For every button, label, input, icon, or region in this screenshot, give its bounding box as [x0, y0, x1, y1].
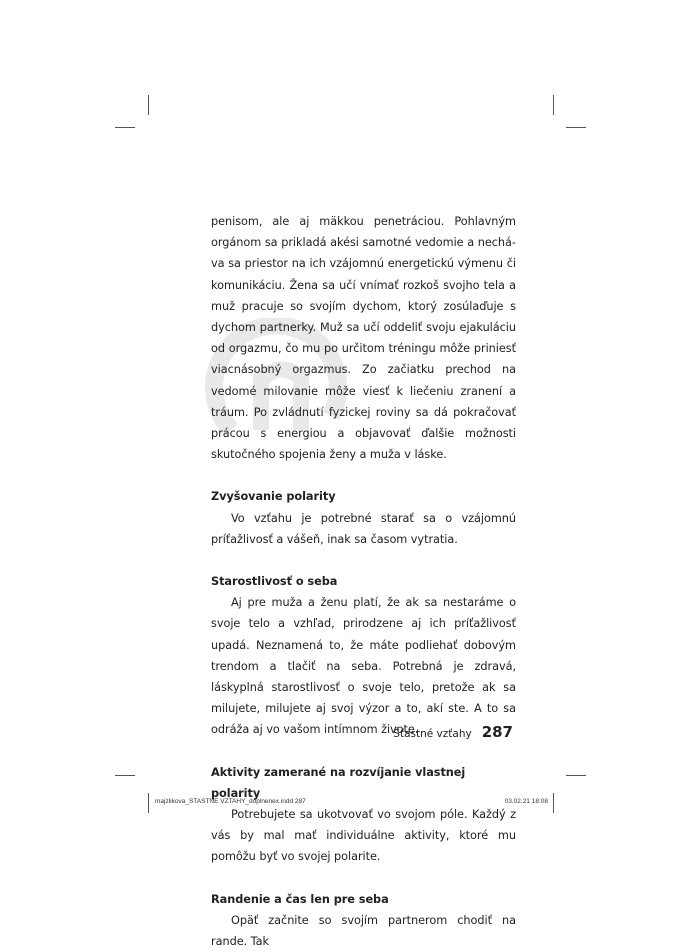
- paragraph-randenie: Opäť začnite so svojím partnerom chodiť na rande. Tak: [211, 913, 516, 949]
- crop-mark-bottom-right-vertical: [553, 793, 554, 813]
- paragraph-starostlivost-o-seba: Aj pre muža a ženu platí, že ak sa nestaráme o svoje telo a vzhľad, prirodzene aj ich príťažlivosť upadá. Neznamená to, že máte podliehať dobovým trendom a tlačiť na seba. Potrebná je zdravá, láskyplná starostlivosť o svoje telo, pretože ak sa milujete, milujete aj svoj výzor a to, akí ste. A to sa odráža aj vo vašom intímnom živote.: [211, 596, 516, 737]
- heading-randenie: Randenie a čas len pre seba: [211, 892, 389, 906]
- crop-mark-top-left-vertical: [148, 95, 149, 115]
- crop-mark-bottom-left-horizontal: [115, 775, 135, 776]
- slug-filename: majzlikova_STASTNE VZTAHY_doplnenex.indd 287: [155, 798, 306, 805]
- crop-mark-top-right-horizontal: [566, 127, 586, 128]
- heading-zvysovanie-polarity: Zvyšovanie polarity: [211, 490, 336, 504]
- page-body: [211, 211, 516, 952]
- paragraph-aktivity-polarity: Potrebujete sa ukotvovať vo svojom póle. Každý z vás by mal mať individuálne aktivity, ktoré mu pomôžu byť vo svojej polarite.: [211, 808, 516, 864]
- slug-datetime: 03.02.21 18:08: [504, 798, 548, 805]
- heading-aktivity-polarity: Aktivity zamerané na rozvíjanie vlastnej polarity: [211, 765, 466, 800]
- crop-mark-top-right-vertical: [553, 95, 554, 115]
- intro-paragraph: penisom, ale aj mäkkou penetráciou. Pohlavným orgánom sa prikladá akési samotné vedomie a necháva sa priestor na ich vzájomnú energetickú výmenu či komunikáciu. Žena sa učí vnímať rozkoš svojho tela a muž pracuje so svojím dychom, ktorý zosúlaďuje s dychom partnerky. Muž sa učí oddeliť svoju ejakuláciu od orgazmu, čo mu po určitom tréningu môže priniesť viacnásobný orgazmus. Zo začiatku prechod na vedomé milovanie môže viesť k liečeniu zranení a tráum. Po zvládnutí fyzickej roviny sa dá pokračovať prácou s energiou a objavovať ďalšie možnosti skutočného spojenia ženy a muža v láske.: [211, 215, 516, 462]
- crop-mark-top-left-horizontal: [115, 127, 135, 128]
- crop-mark-bottom-right-horizontal: [566, 775, 586, 776]
- page-footer: [393, 723, 513, 741]
- crop-mark-bottom-left-vertical: [148, 793, 149, 813]
- running-title: Šťastné vzťahy: [393, 728, 472, 740]
- heading-starostlivost-o-seba: Starostlivosť o seba: [211, 575, 338, 589]
- paragraph-zvysovanie-polarity: Vo vzťahu je potrebné starať sa o vzájomnú príťažlivosť a vášeň, inak sa časom vytratia.: [211, 511, 516, 546]
- page-number: 287: [481, 723, 513, 741]
